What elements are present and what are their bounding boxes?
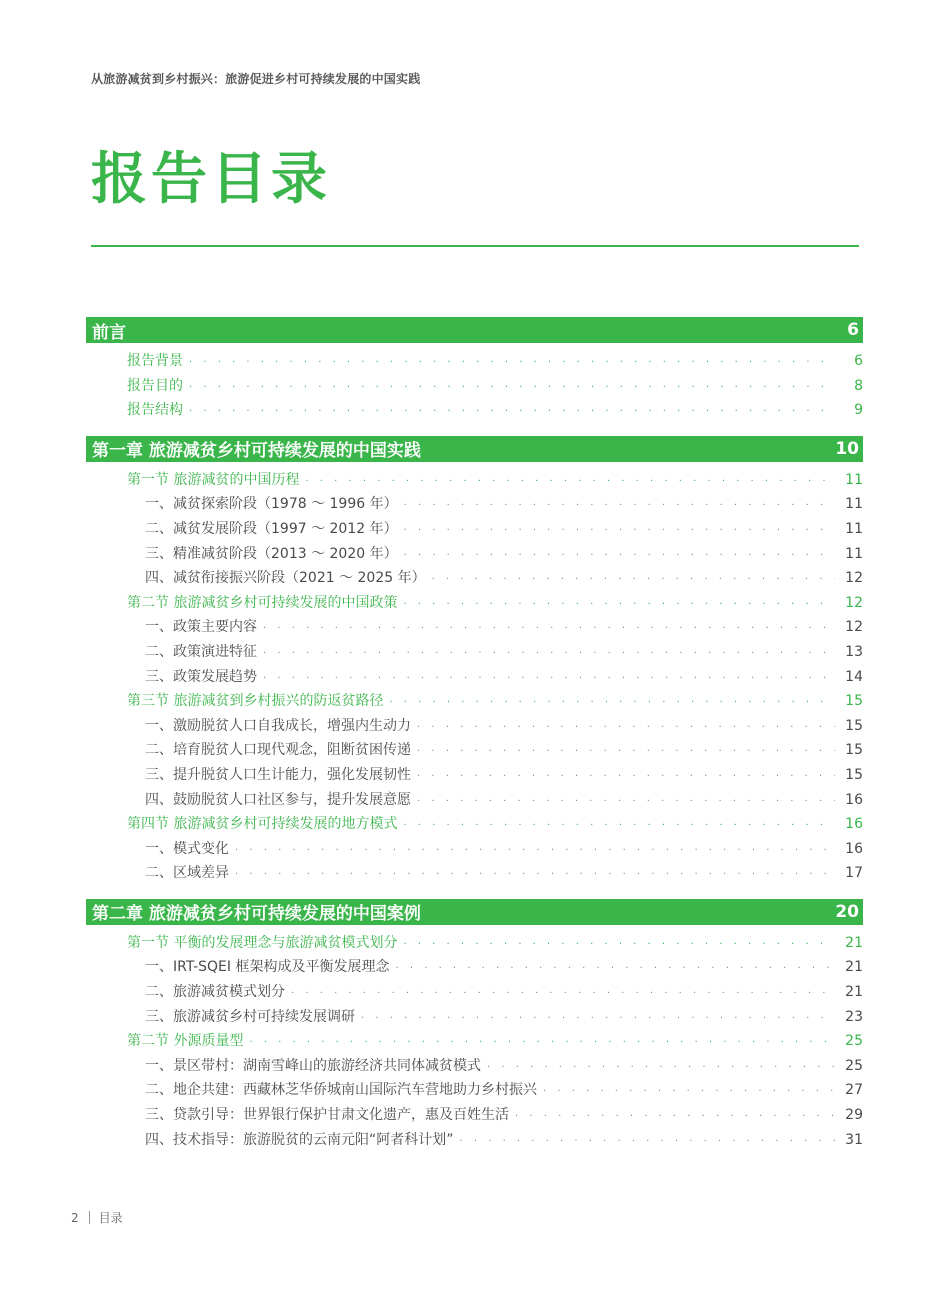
entry-page: 16 bbox=[845, 840, 863, 857]
dot-leader bbox=[249, 1031, 835, 1056]
entry-page: 23 bbox=[845, 1008, 863, 1025]
entry-page: 15 bbox=[845, 717, 863, 734]
table-of-contents bbox=[86, 317, 863, 1165]
toc-entry[interactable] bbox=[86, 615, 863, 640]
chapter-page: 6 bbox=[847, 320, 859, 340]
dot-leader bbox=[515, 1105, 835, 1130]
chapter-title: 第一章 旅游减贫乡村可持续发展的中国实践 bbox=[92, 441, 421, 462]
dot-leader bbox=[389, 691, 835, 716]
title-divider bbox=[91, 245, 859, 247]
entry-label: 四、减贫衔接振兴阶段（2021 ～ 2025 年） bbox=[145, 570, 426, 587]
dot-leader bbox=[396, 957, 836, 982]
toc-section[interactable] bbox=[86, 689, 863, 714]
toc-entry[interactable] bbox=[86, 349, 863, 374]
entry-label: 二、培育脱贫人口现代观念，阻断贫困传递 bbox=[145, 742, 411, 759]
entry-page: 9 bbox=[854, 402, 863, 419]
entry-page: 6 bbox=[854, 353, 863, 369]
dot-leader bbox=[543, 1080, 835, 1105]
section-page: 16 bbox=[845, 816, 863, 833]
section-label: 第二节 旅游减贫乡村可持续发展的中国政策 bbox=[127, 594, 398, 611]
toc-entry[interactable] bbox=[86, 1078, 863, 1103]
dot-leader bbox=[404, 494, 835, 519]
toc-entry[interactable] bbox=[86, 763, 863, 788]
entry-label: 一、模式变化 bbox=[145, 840, 229, 857]
dot-leader bbox=[404, 519, 835, 544]
toc-entry[interactable] bbox=[86, 517, 863, 542]
entry-page: 12 bbox=[845, 570, 863, 587]
toc-entry[interactable] bbox=[86, 640, 863, 665]
entry-label: 报告结构 bbox=[127, 402, 183, 419]
entry-label: 二、政策演进特征 bbox=[145, 643, 257, 660]
dot-leader bbox=[417, 716, 835, 741]
entry-label: 三、贷款引导：世界银行保护甘肃文化遗产，惠及百姓生活 bbox=[145, 1107, 509, 1124]
section-page: 12 bbox=[845, 594, 863, 611]
toc-section[interactable] bbox=[86, 1029, 863, 1054]
entry-label: 一、激励脱贫人口自我成长，增强内生动力 bbox=[145, 717, 411, 734]
entry-label: 一、IRT-SQEI 框架构成及平衡发展理念 bbox=[145, 959, 390, 976]
entry-page: 15 bbox=[845, 742, 863, 759]
section-page: 25 bbox=[845, 1033, 863, 1050]
toc-entry[interactable] bbox=[86, 861, 863, 886]
dot-leader bbox=[403, 814, 835, 839]
footer-section-label: 目录 bbox=[98, 1211, 123, 1225]
dot-leader bbox=[189, 376, 835, 401]
toc-entry[interactable] bbox=[86, 1054, 863, 1079]
toc-entry[interactable] bbox=[86, 542, 863, 567]
entry-page: 15 bbox=[845, 766, 863, 783]
section-page: 21 bbox=[845, 934, 863, 951]
entry-page: 13 bbox=[845, 643, 863, 660]
toc-section[interactable] bbox=[86, 812, 863, 837]
entry-page: 16 bbox=[845, 791, 863, 808]
entry-label: 三、精准减贫阶段（2013 ～ 2020 年） bbox=[145, 545, 398, 562]
toc-section[interactable] bbox=[86, 931, 863, 956]
dot-leader bbox=[460, 1130, 835, 1155]
section-label: 第二节 外源质量型 bbox=[127, 1033, 244, 1050]
chapter-page: 20 bbox=[835, 901, 859, 922]
chapter-bar-1[interactable] bbox=[86, 436, 863, 462]
toc-entry[interactable] bbox=[86, 566, 863, 591]
entry-label: 三、提升脱贫人口生计能力，强化发展韧性 bbox=[145, 766, 411, 783]
chapter-bar-2[interactable] bbox=[86, 899, 863, 925]
toc-entry[interactable] bbox=[86, 714, 863, 739]
toc-group-chapter-2 bbox=[86, 899, 863, 1156]
section-label: 第一节 平衡的发展理念与旅游减贫模式划分 bbox=[127, 934, 398, 951]
entry-page: 11 bbox=[845, 520, 863, 537]
dot-leader bbox=[487, 1056, 835, 1081]
dot-leader bbox=[417, 740, 835, 765]
entry-label: 四、鼓励脱贫人口社区参与，提升发展意愿 bbox=[145, 791, 411, 808]
dot-leader bbox=[235, 839, 835, 864]
entry-page: 27 bbox=[845, 1082, 863, 1099]
chapter-bar-front[interactable] bbox=[86, 317, 863, 343]
entry-label: 四、技术指导：旅游脱贫的云南元阳“阿者科计划” bbox=[145, 1131, 454, 1148]
entry-page: 17 bbox=[845, 865, 863, 882]
entry-label: 一、政策主要内容 bbox=[145, 619, 257, 636]
entry-label: 二、区域差异 bbox=[145, 865, 229, 882]
section-label: 第一节 旅游减贫的中国历程 bbox=[127, 471, 300, 488]
toc-entry[interactable] bbox=[86, 788, 863, 813]
section-page: 11 bbox=[845, 471, 863, 488]
entry-page: 11 bbox=[845, 545, 863, 562]
toc-entry[interactable] bbox=[86, 955, 863, 980]
entry-page: 12 bbox=[845, 619, 863, 636]
entry-label: 二、减贫发展阶段（1997 ～ 2012 年） bbox=[145, 520, 398, 537]
section-label: 第四节 旅游减贫乡村可持续发展的地方模式 bbox=[127, 816, 398, 833]
toc-section[interactable] bbox=[86, 468, 863, 493]
toc-entry[interactable] bbox=[86, 980, 863, 1005]
toc-entry[interactable] bbox=[86, 1103, 863, 1128]
entry-page: 31 bbox=[845, 1131, 863, 1148]
entry-label: 报告目的 bbox=[127, 377, 183, 394]
dot-leader bbox=[263, 667, 835, 692]
dot-leader bbox=[403, 933, 835, 958]
entry-page: 8 bbox=[854, 377, 863, 394]
entry-label: 一、减贫探索阶段（1978 ～ 1996 年） bbox=[145, 496, 398, 513]
toc-entry[interactable] bbox=[86, 398, 863, 423]
dot-leader bbox=[432, 568, 835, 593]
entry-page: 14 bbox=[845, 668, 863, 685]
dot-leader bbox=[189, 400, 835, 425]
section-label: 第三节 旅游减贫到乡村振兴的防返贫路径 bbox=[127, 693, 384, 710]
toc-entry[interactable] bbox=[86, 837, 863, 862]
running-head: 从旅游减贫到乡村振兴：旅游促进乡村可持续发展的中国实践 bbox=[91, 72, 421, 86]
entry-label: 三、政策发展趋势 bbox=[145, 668, 257, 685]
dot-leader bbox=[263, 642, 835, 667]
toc-entry[interactable] bbox=[86, 1005, 863, 1030]
entry-label: 报告背景 bbox=[127, 353, 183, 369]
page-number: 2 bbox=[71, 1210, 79, 1225]
entry-label: 一、景区带村：湖南雪峰山的旅游经济共同体减贫模式 bbox=[145, 1057, 481, 1074]
entry-label: 二、旅游减贫模式划分 bbox=[145, 984, 285, 1001]
dot-leader bbox=[404, 544, 835, 569]
chapter-title: 前言 bbox=[92, 322, 126, 343]
dot-leader bbox=[403, 593, 835, 618]
toc-section[interactable] bbox=[86, 591, 863, 616]
page-title: 报告目录 bbox=[91, 147, 331, 212]
toc-group-front bbox=[86, 317, 863, 427]
section-page: 15 bbox=[845, 693, 863, 710]
entry-page: 25 bbox=[845, 1057, 863, 1074]
dot-leader bbox=[291, 982, 835, 1007]
dot-leader bbox=[189, 351, 835, 376]
page-footer bbox=[71, 1209, 123, 1226]
toc-group-chapter-1 bbox=[86, 436, 863, 890]
dot-leader bbox=[305, 470, 835, 495]
dot-leader bbox=[235, 863, 835, 888]
toc-entry[interactable] bbox=[86, 738, 863, 763]
entry-label: 二、地企共建：西藏林芝华侨城南山国际汽车营地助力乡村振兴 bbox=[145, 1082, 537, 1099]
chapter-title: 第二章 旅游减贫乡村可持续发展的中国案例 bbox=[92, 904, 421, 925]
toc-entry[interactable] bbox=[86, 665, 863, 690]
toc-entry[interactable] bbox=[86, 1128, 863, 1153]
dot-leader bbox=[263, 617, 835, 642]
entry-page: 21 bbox=[845, 959, 863, 976]
entry-page: 11 bbox=[845, 496, 863, 513]
toc-entry[interactable] bbox=[86, 374, 863, 399]
chapter-page: 10 bbox=[835, 438, 859, 459]
entry-page: 29 bbox=[845, 1107, 863, 1124]
toc-entry[interactable] bbox=[86, 492, 863, 517]
footer-divider bbox=[89, 1211, 90, 1224]
entry-page: 21 bbox=[845, 984, 863, 1001]
dot-leader bbox=[417, 765, 835, 790]
dot-leader bbox=[417, 790, 835, 815]
dot-leader bbox=[361, 1007, 835, 1032]
entry-label: 三、旅游减贫乡村可持续发展调研 bbox=[145, 1008, 355, 1025]
